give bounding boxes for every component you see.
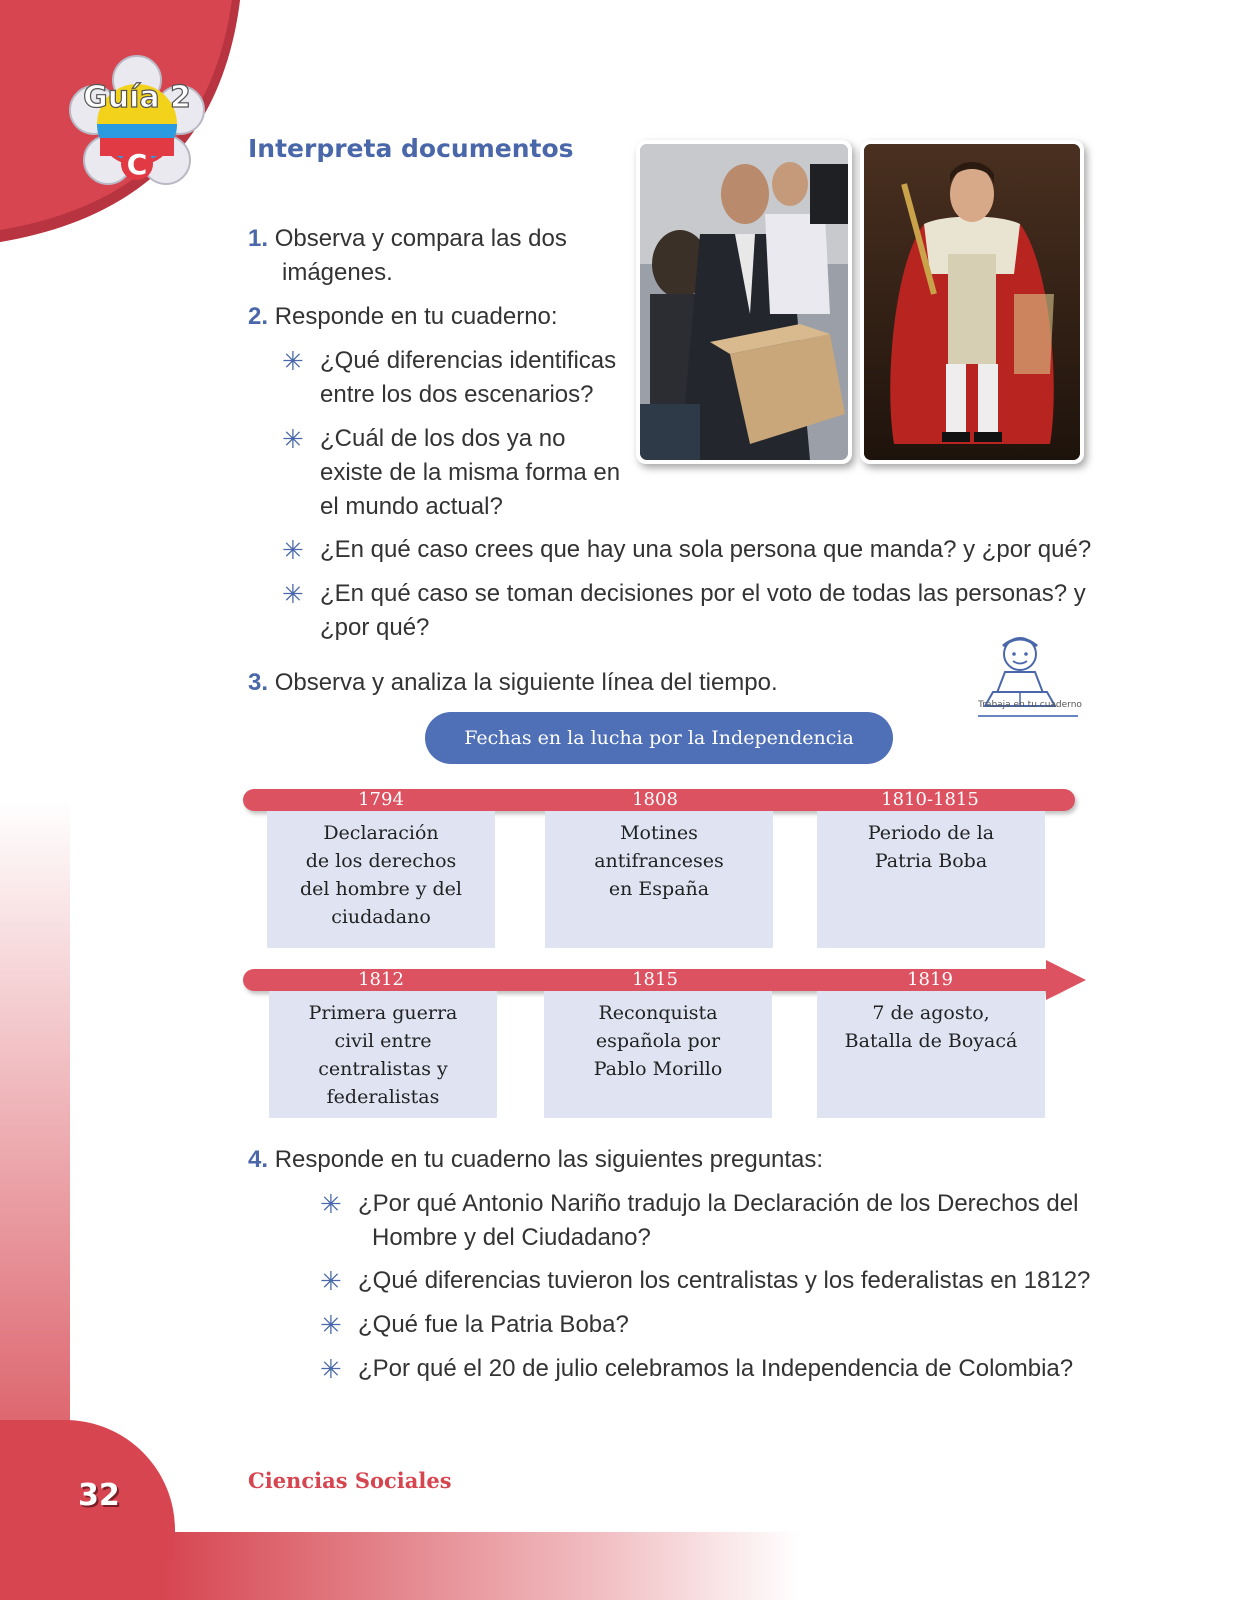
timeline-event-box (267, 811, 495, 948)
timeline-arrow-icon (1046, 960, 1086, 1000)
event-line: de los derechos (305, 850, 457, 872)
question-2-3 (282, 533, 1091, 567)
question-line: ¿En qué caso se toman decisiones por el voto de todas las personas? y (320, 580, 1086, 607)
question-4-2 (320, 1264, 1090, 1298)
timeline-year: 1808 (632, 789, 678, 810)
event-line: antifranceses (594, 850, 724, 872)
event-line: Reconquista (598, 1002, 718, 1024)
step-4-number: 4. (248, 1146, 269, 1173)
logo-title: Guía 2 (83, 80, 191, 115)
question-line: ¿Por qué Antonio Nariño tradujo la Declaración de los Derechos del (358, 1190, 1079, 1217)
step-1-text-cont: imágenes. (282, 259, 393, 286)
king-portrait-image (864, 144, 1080, 460)
event-line: Declaración (323, 822, 439, 844)
section-title: Interpreta documentos (248, 134, 574, 163)
asterisk-bullet-icon: ✳ (320, 1354, 342, 1384)
asterisk-bullet-icon: ✳ (282, 424, 304, 454)
timeline-event-box (544, 991, 772, 1118)
step-4-text: Responde en tu cuaderno las siguientes preguntas: (274, 1146, 824, 1173)
asterisk-bullet-icon: ✳ (282, 346, 304, 376)
step-2-text: Responde en tu cuaderno: (274, 303, 558, 330)
event-line: del hombre y del (299, 878, 462, 900)
question-line: ¿Qué fue la Patria Boba? (358, 1311, 629, 1338)
event-line: Patria Boba (874, 850, 988, 872)
timeline-title: Fechas en la lucha por la Independencia (425, 712, 893, 764)
step-2-number: 2. (248, 303, 269, 330)
event-line: ciudadano (331, 906, 431, 928)
question-4-1 (320, 1187, 1078, 1255)
event-line: centralistas y (318, 1058, 448, 1080)
event-line: Primera guerra (308, 1002, 458, 1024)
step-3-text: Observa y analiza la siguiente línea del tiempo. (274, 669, 778, 696)
photo-king-portrait (860, 140, 1084, 464)
subject-label: Ciencias Sociales (248, 1468, 452, 1493)
timeline-event-box (545, 811, 773, 948)
photo-voting (636, 140, 852, 464)
notebook-label: Trabaja en tu cuaderno (978, 700, 1082, 710)
step-3 (248, 666, 778, 700)
step-2 (248, 300, 558, 334)
question-4-3 (320, 1308, 629, 1342)
question-4-4 (320, 1352, 1073, 1386)
question-line: ¿Qué diferencias identificas (320, 347, 617, 374)
question-line: ¿por qué? (320, 614, 430, 641)
question-2-4 (282, 577, 1086, 645)
event-line: Periodo de la (867, 822, 995, 844)
asterisk-bullet-icon: ✳ (320, 1189, 342, 1219)
question-line: Hombre y del Ciudadano? (372, 1224, 651, 1251)
step-1 (248, 222, 567, 256)
timeline-year: 1812 (358, 969, 404, 990)
asterisk-bullet-icon: ✳ (282, 579, 304, 609)
question-line: ¿En qué caso crees que hay una sola persona que manda? y ¿por qué? (320, 536, 1092, 563)
logo-letter: C (126, 148, 148, 181)
timeline-event-box (817, 811, 1045, 948)
timeline-event-box (269, 991, 497, 1118)
event-line: Motines (620, 822, 698, 844)
asterisk-bullet-icon: ✳ (320, 1310, 342, 1340)
event-line: Pablo Morillo (593, 1058, 723, 1080)
timeline-year: 1794 (358, 789, 404, 810)
step-3-number: 3. (248, 669, 269, 696)
page-number: 32 (78, 1478, 120, 1513)
event-line: federalistas (326, 1086, 440, 1108)
question-line: entre los dos escenarios? (320, 381, 594, 408)
timeline-year: 1819 (907, 969, 953, 990)
notebook-underline (978, 715, 1078, 717)
event-line: Batalla de Boyacá (844, 1030, 1018, 1052)
question-2-2 (282, 422, 620, 524)
asterisk-bullet-icon: ✳ (320, 1266, 342, 1296)
timeline-event-box (817, 991, 1045, 1118)
question-line: ¿Cuál de los dos ya no (320, 425, 566, 452)
step-1-number: 1. (248, 225, 269, 252)
voting-scene-image (640, 144, 848, 460)
step-1-text: Observa y compara las dos (274, 225, 567, 252)
question-line: existe de la misma forma en (320, 459, 621, 486)
event-line: civil entre (334, 1030, 432, 1052)
question-line: el mundo actual? (320, 493, 503, 520)
guide-logo (62, 52, 212, 202)
asterisk-bullet-icon: ✳ (282, 535, 304, 565)
timeline-year: 1810-1815 (881, 789, 979, 810)
question-line: ¿Por qué el 20 de julio celebramos la Independencia de Colombia? (358, 1355, 1074, 1382)
event-line: española por (595, 1030, 721, 1052)
flower-logo-icon (62, 52, 212, 202)
question-line: ¿Qué diferencias tuvieron los centralistas y los federalistas en 1812? (358, 1267, 1091, 1294)
event-line: en España (608, 878, 710, 900)
question-2-1 (282, 344, 616, 412)
event-line: 7 de agosto, (872, 1002, 990, 1024)
step-4 (248, 1143, 823, 1177)
timeline-year: 1815 (632, 969, 678, 990)
